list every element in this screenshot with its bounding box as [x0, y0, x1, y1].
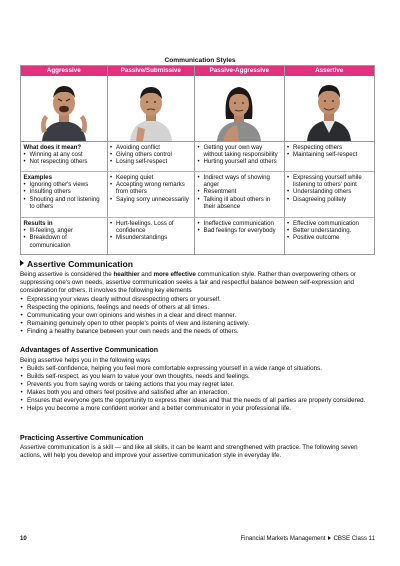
list-item: • Understanding others: [287, 188, 371, 195]
running-footer: [240, 535, 375, 542]
list-item: • Accepting wrong remarks from others: [110, 181, 192, 196]
intro-bold-healthier: healthier: [113, 271, 140, 278]
list-item: • Avoiding conflict: [110, 144, 192, 151]
table-row-results: [21, 218, 374, 254]
passive-person-image: [108, 76, 196, 141]
list-item: • Prevents you from saying words or taking actions that you may regret later.: [20, 381, 378, 389]
list-item: • Expressing yourself while listening to others' point: [287, 174, 371, 189]
list-item: • Respecting others: [287, 144, 371, 151]
advantages-list: [20, 365, 378, 414]
assertive-heading-text: Assertive Communication: [27, 259, 134, 269]
table-cell: [195, 142, 285, 171]
list-item: • Maintaining self-respect: [287, 151, 371, 158]
list-item: • Bad feelings for everybody: [198, 227, 282, 234]
assertive-heading: [20, 259, 133, 269]
cell-list: [110, 144, 192, 166]
cell-list: [287, 174, 371, 204]
table-image-row: [21, 76, 374, 142]
table-cell: [285, 218, 374, 254]
cell-list: [198, 174, 282, 211]
row-label: Examples: [23, 173, 52, 181]
advantages-intro: Being assertive helps you in the following ways: [20, 357, 151, 364]
list-item: • Disagreeing politely: [287, 196, 371, 203]
table-row-examples: [21, 172, 374, 218]
list-item: • Ineffective communication: [198, 220, 282, 227]
row-label-list: [24, 151, 105, 166]
table-cell: [195, 172, 285, 217]
assertive-elements-list: [20, 296, 378, 336]
practicing-paragraph: Assertive communication is a skill — and like all skills, it can be learnt and strengthened with practice. The following seven actions, will help you develop and improve your assertive communication style in everyday life.: [20, 444, 358, 460]
list-item: • Positive outcome: [287, 234, 371, 241]
row-label-cell: [21, 172, 108, 217]
list-item: • Ignoring other's views: [24, 181, 105, 188]
list-item: • Indirect ways of showing anger: [198, 174, 282, 189]
list-item: • Losing self-respect: [110, 158, 192, 165]
list-item: • Keeping quiet: [110, 174, 192, 181]
list-item: • Builds self-respect, as you learn to value your own thoughts, needs and feelings.: [20, 373, 378, 381]
cell-list: [110, 220, 192, 242]
list-item: • Saying sorry unnecessarily: [110, 196, 192, 203]
list-item: • Insulting others: [24, 188, 105, 195]
list-item: • Shouting and not listening to others: [24, 196, 105, 211]
assertive-intro-paragraph: [20, 271, 378, 295]
header-passive-aggressive: Passive-Aggressive: [195, 66, 285, 76]
list-item: • Misunderstandings: [110, 234, 192, 241]
row-label-cell: [21, 218, 108, 254]
cell-list: [198, 144, 282, 166]
list-item: • Getting your own way without taking responsibility: [198, 144, 282, 159]
row-label-cell: [21, 142, 108, 171]
intro-bold-more-effective: more effective: [153, 271, 196, 278]
list-item: • Resentment: [198, 188, 282, 195]
triangle-bullet-icon: [20, 260, 24, 266]
table-row-meaning: [21, 142, 374, 172]
list-item: • Winning at any cost: [24, 151, 105, 158]
cell-list: [110, 174, 192, 204]
table-cell: [285, 142, 374, 171]
table-cell: [285, 172, 374, 217]
assertive-person-image: [285, 76, 374, 141]
list-item: • Remaining genuinely open to other people's points of view and listening actively.: [20, 320, 378, 328]
header-aggressive: Aggressive: [21, 66, 108, 76]
header-passive-submissive: Passive/Submissive: [108, 66, 196, 76]
list-item: • Finding a healthy balance between your own needs and the needs of others.: [20, 328, 378, 336]
header-assertive: Assertive: [315, 67, 344, 74]
list-item: • Ensures that everyone gets the opportunity to express their ideas and that the needs of all parties are properly considered.: [20, 397, 378, 405]
list-item: • Expressing your views clearly without disrespecting others or yourself.: [20, 296, 378, 304]
list-item: • Giving others control: [110, 151, 192, 158]
cell-list: [287, 220, 371, 242]
triangle-separator-icon: [328, 536, 331, 540]
page-number: 10: [20, 535, 27, 542]
intro-text-part: communication style. Rather than overpowering others or suppressing one's own needs, assertive communication seeks a fair and respectful balance between self-expression and consideration for others. It involves the following key elements: [20, 271, 356, 295]
list-item: • Helps you become a more confident worker and a better communicator in your professional life.: [20, 405, 378, 413]
list-item: • Builds self-confidence, helping you feel more comfortable expressing yourself in a wide range of situations.: [20, 365, 378, 373]
list-item: • Respecting the opinions, feelings and needs of others at all times.: [20, 304, 378, 312]
passive-aggressive-person-image: [195, 76, 285, 141]
list-item: • Not respecting others: [24, 158, 105, 165]
aggressive-person-image: [21, 76, 108, 141]
cell-list: [198, 220, 282, 235]
footer-class-label: CBSE Class 11: [333, 535, 375, 542]
list-item: • Talking ill about others in their absence: [198, 196, 282, 211]
communication-styles-table: [20, 65, 375, 255]
list-item: • Communicating your own opinions and wishes in a clear and direct manner.: [20, 312, 378, 320]
list-item: • Ill-feeling, anger: [24, 227, 105, 234]
list-item: • Better understanding.: [287, 227, 371, 234]
table-title: Communication Styles: [164, 57, 236, 64]
practicing-heading: Practicing Assertive Communication: [20, 434, 144, 442]
table-cell: [108, 142, 196, 171]
list-item: • Makes both you and others feel positive and satisfied after an interaction.: [20, 389, 378, 397]
footer-book-title: Financial Markets Management: [240, 535, 326, 542]
intro-text-part: and: [139, 271, 154, 278]
list-item: • Hurt-feelings. Loss of confidence: [110, 220, 192, 235]
row-label-list: [24, 181, 105, 211]
row-label-list: [24, 227, 105, 249]
cell-list: [287, 144, 371, 159]
list-item: • Hurting yourself and others: [198, 158, 282, 165]
row-label: Results in: [23, 219, 53, 227]
table-header-row: [21, 66, 374, 76]
list-item: • Breakdown of communication: [24, 234, 105, 249]
table-cell: [108, 218, 196, 254]
table-cell: [108, 172, 196, 217]
table-cell: [195, 218, 285, 254]
advantages-heading: Advantages of Assertive Communication: [20, 346, 159, 354]
list-item: • Effective communication: [287, 220, 371, 227]
intro-text-part: Being assertive is considered the: [20, 271, 114, 278]
row-label: What does it mean?: [23, 143, 82, 151]
